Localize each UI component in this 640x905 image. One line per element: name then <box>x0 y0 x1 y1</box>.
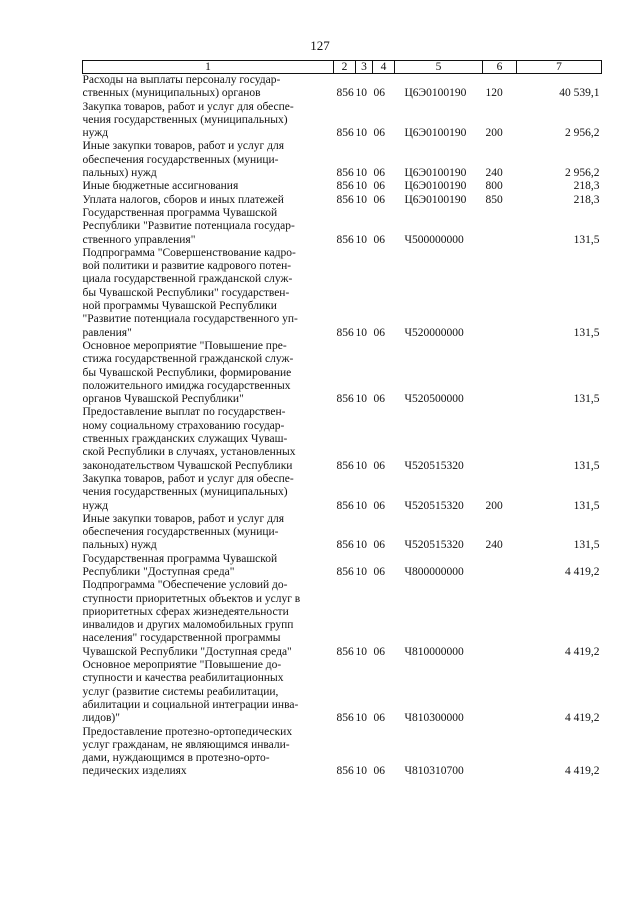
table-row <box>83 140 602 180</box>
code-ministry: 856 <box>336 645 354 658</box>
row-name <box>83 247 334 340</box>
page-number: 127 <box>310 38 330 53</box>
amount: 218,3 <box>573 193 600 206</box>
row-name-line: Иные закупки товаров, работ и услуг для <box>82 140 284 153</box>
amount: 131,5 <box>573 459 600 472</box>
code-section: 10 <box>355 499 367 512</box>
column-header: 7 <box>517 61 602 74</box>
code-ministry: 856 <box>336 233 354 246</box>
table-body <box>83 74 602 779</box>
code-expense-type <box>483 207 517 247</box>
row-name-line: Основное мероприятие "Повышение до- <box>82 659 282 672</box>
table-row <box>83 194 602 207</box>
amount: 2 956,2 <box>565 167 600 180</box>
code-section: 10 <box>355 167 367 180</box>
amount: 4 419,2 <box>565 765 600 778</box>
code-expense-type: 200 <box>485 499 503 512</box>
column-header: 1 <box>83 61 334 74</box>
code-subsection: 06 <box>373 393 385 406</box>
code-ministry: 856 <box>336 127 354 140</box>
code-section: 10 <box>355 712 367 725</box>
code-target-article: Ч520515320 <box>404 459 464 472</box>
column-header: 3 <box>356 61 373 74</box>
code-target-article: Ч520515320 <box>404 539 464 552</box>
column-header: 4 <box>373 61 395 74</box>
code-ministry: 856 <box>336 565 354 578</box>
code-target-article: Ч520515320 <box>404 499 464 512</box>
row-name-line: чения государственных (муниципальных) <box>82 113 288 126</box>
column-header: 2 <box>334 61 356 74</box>
code-ministry: 856 <box>336 499 354 512</box>
code-section: 10 <box>355 193 367 206</box>
row-name-line: Подпрограмма "Совершенствование кадро- <box>82 246 296 259</box>
row-name-line: стижа государственной гражданской служ- <box>82 353 294 366</box>
row-name-line: Республики "Развитие потенциала государ- <box>82 220 295 233</box>
row-name <box>83 207 334 247</box>
code-target-article: Ч810000000 <box>404 645 464 658</box>
row-name <box>83 659 334 725</box>
row-name-line: ступности приоритетных объектов и услуг в <box>82 592 301 605</box>
code-section: 10 <box>355 645 367 658</box>
row-name-line: пальных) нужд <box>82 539 157 552</box>
code-ministry: 856 <box>336 167 354 180</box>
amount: 4 419,2 <box>565 712 600 725</box>
row-name-line: абилитации и социальной интеграции инва- <box>82 698 299 711</box>
row-name-line: Предоставление протезно-ортопедических <box>82 725 293 738</box>
row-name-line: Предоставление выплат по государствен- <box>82 406 286 419</box>
row-name <box>83 140 334 180</box>
row-name <box>83 74 334 101</box>
amount: 4 419,2 <box>565 645 600 658</box>
row-name-line: Основное мероприятие "Повышение пре- <box>82 339 287 352</box>
code-section: 10 <box>355 393 367 406</box>
code-section: 10 <box>355 765 367 778</box>
amount: 131,5 <box>573 326 600 339</box>
column-header: 5 <box>395 61 483 74</box>
row-name-line: услуг (развитие системы реабилитации, <box>82 685 279 698</box>
code-target-article: Ч520000000 <box>404 326 464 339</box>
table-row <box>83 247 602 340</box>
code-ministry: 856 <box>336 180 354 193</box>
row-name <box>83 101 334 141</box>
code-expense-type <box>483 406 517 472</box>
code-ministry: 856 <box>336 193 354 206</box>
column-header: 6 <box>483 61 517 74</box>
table-row <box>83 406 602 472</box>
code-target-article: Ч810310700 <box>404 765 464 778</box>
amount: 131,5 <box>573 233 600 246</box>
row-name-line: услуг гражданам, не являющимся инвали- <box>82 738 290 751</box>
code-ministry: 856 <box>336 393 354 406</box>
row-name-line: "Развитие потенциала государственного уп- <box>82 313 298 326</box>
amount: 40 539,1 <box>559 87 600 100</box>
row-name-line: ному социальному страхованию государ- <box>82 419 285 432</box>
row-name-line: Государственная программа Чувашской <box>82 206 278 219</box>
code-expense-type: 240 <box>485 539 503 552</box>
table-row <box>83 726 602 779</box>
code-ministry: 856 <box>336 326 354 339</box>
table-row <box>83 207 602 247</box>
code-subsection: 06 <box>373 233 385 246</box>
row-name-line: ственных гражданских служащих Чуваш- <box>82 433 288 446</box>
row-name-line: Уплата налогов, сборов и иных платежей <box>82 193 284 206</box>
code-subsection: 06 <box>373 459 385 472</box>
row-name <box>83 340 334 406</box>
code-ministry: 856 <box>336 459 354 472</box>
code-ministry: 856 <box>336 87 354 100</box>
amount: 131,5 <box>573 539 600 552</box>
row-name-line: пальных) нужд <box>82 167 157 180</box>
row-name-line: приоритетных сферах жизнедеятельности <box>82 605 289 618</box>
row-name <box>83 726 334 779</box>
row-name <box>83 194 334 207</box>
row-name-line: Иные закупки товаров, работ и услуг для <box>82 512 284 525</box>
code-target-article: Ц6Э0100190 <box>404 127 467 140</box>
code-section: 10 <box>355 539 367 552</box>
code-expense-type: 850 <box>485 193 503 206</box>
code-subsection: 06 <box>373 326 385 339</box>
row-name-line: обеспечения государственных (муници- <box>82 526 279 539</box>
row-name-line: бы Чувашской Республики" государствен- <box>82 286 290 299</box>
table-row <box>83 473 602 513</box>
row-name <box>83 579 334 659</box>
amount: 4 419,2 <box>565 565 600 578</box>
table-row <box>83 101 602 141</box>
code-subsection: 06 <box>373 645 385 658</box>
row-name-line: органов Чувашской Республики" <box>82 393 244 406</box>
row-name-line: ступности и качества реабилитационных <box>82 672 284 685</box>
amount: 2 956,2 <box>565 127 600 140</box>
row-name <box>83 473 334 513</box>
row-name-line: равления" <box>82 326 132 339</box>
row-name-line: вой политики и развитие кадрового потен- <box>82 260 292 273</box>
code-ministry: 856 <box>336 765 354 778</box>
table-row <box>83 340 602 406</box>
amount: 131,5 <box>573 393 600 406</box>
budget-table <box>82 60 602 779</box>
row-name-line: положительного имиджа государственных <box>82 379 291 392</box>
row-name-line: нужд <box>82 127 109 140</box>
row-name-line: Подпрограмма "Обеспечение условий до- <box>82 579 288 592</box>
code-target-article: Ц6Э0100190 <box>404 167 467 180</box>
code-expense-type <box>483 579 517 659</box>
table-row <box>83 180 602 193</box>
code-subsection: 06 <box>373 765 385 778</box>
row-name-line: ственного управления" <box>82 233 196 246</box>
row-name-line: Чувашской Республики "Доступная среда" <box>82 645 292 658</box>
code-expense-type <box>483 659 517 725</box>
row-name-line: бы Чувашской Республики, формирование <box>82 366 292 379</box>
code-section: 10 <box>355 459 367 472</box>
table-row <box>83 579 602 659</box>
code-target-article: Ч500000000 <box>404 233 464 246</box>
row-name-line: Республики "Доступная среда" <box>82 565 235 578</box>
code-section: 10 <box>355 565 367 578</box>
code-expense-type <box>483 247 517 340</box>
code-expense-type: 240 <box>485 167 503 180</box>
table-row <box>83 74 602 101</box>
row-name-line: ственных (муниципальных) органов <box>82 87 261 100</box>
code-target-article: Ц6Э0100190 <box>404 87 467 100</box>
row-name <box>83 406 334 472</box>
row-name-line: дами, нуждающимся в протезно-орто- <box>82 752 270 765</box>
table-row <box>83 553 602 580</box>
row-name-line: лидов)" <box>82 712 120 725</box>
amount: 218,3 <box>573 180 600 193</box>
row-name <box>83 513 334 553</box>
row-name-line: циала государственной гражданской служ- <box>82 273 293 286</box>
code-subsection: 06 <box>373 167 385 180</box>
row-name-line: ской Республики в случаях, установленных <box>82 446 296 459</box>
code-expense-type: 800 <box>485 180 503 193</box>
code-subsection: 06 <box>373 193 385 206</box>
row-name-line: инвалидов и других маломобильных групп <box>82 619 294 632</box>
row-name-line: ной программы Чувашской Республики <box>82 300 277 313</box>
code-expense-type <box>483 553 517 580</box>
row-name-line: педических изделиях <box>82 765 187 778</box>
row-name-line: Расходы на выплаты персоналу государ- <box>82 74 281 86</box>
row-name <box>83 553 334 580</box>
code-target-article: Ц6Э0100190 <box>404 193 467 206</box>
code-expense-type <box>483 340 517 406</box>
row-name-line: населения" государственной программы <box>82 632 281 645</box>
row-name-line: нужд <box>82 499 109 512</box>
code-expense-type: 200 <box>485 127 503 140</box>
table-row <box>83 659 602 725</box>
table-row <box>83 513 602 553</box>
row-name-line: обеспечения государственных (муници- <box>82 153 279 166</box>
code-subsection: 06 <box>373 539 385 552</box>
code-section: 10 <box>355 326 367 339</box>
code-target-article: Ч810300000 <box>404 712 464 725</box>
table-header-row <box>83 61 602 74</box>
code-subsection: 06 <box>373 127 385 140</box>
row-name-line: Закупка товаров, работ и услуг для обеспе- <box>82 472 294 485</box>
amount: 131,5 <box>573 499 600 512</box>
code-subsection: 06 <box>373 712 385 725</box>
row-name <box>83 180 334 193</box>
row-name-line: законодательством Чувашской Республики <box>82 459 293 472</box>
code-subsection: 06 <box>373 499 385 512</box>
code-ministry: 856 <box>336 539 354 552</box>
row-name-line: Закупка товаров, работ и услуг для обеспе- <box>82 100 294 113</box>
code-section: 10 <box>355 127 367 140</box>
row-name-line: Государственная программа Чувашской <box>82 552 278 565</box>
code-ministry: 856 <box>336 712 354 725</box>
code-target-article: Ч520500000 <box>404 393 464 406</box>
code-subsection: 06 <box>373 565 385 578</box>
code-target-article: Ч800000000 <box>404 565 464 578</box>
code-subsection: 06 <box>373 87 385 100</box>
code-section: 10 <box>355 87 367 100</box>
code-expense-type: 120 <box>485 87 503 100</box>
code-section: 10 <box>355 180 367 193</box>
code-expense-type <box>483 726 517 779</box>
code-subsection: 06 <box>373 180 385 193</box>
code-target-article: Ц6Э0100190 <box>404 180 467 193</box>
row-name-line: чения государственных (муниципальных) <box>82 486 288 499</box>
row-name-line: Иные бюджетные ассигнования <box>82 180 239 193</box>
code-section: 10 <box>355 233 367 246</box>
